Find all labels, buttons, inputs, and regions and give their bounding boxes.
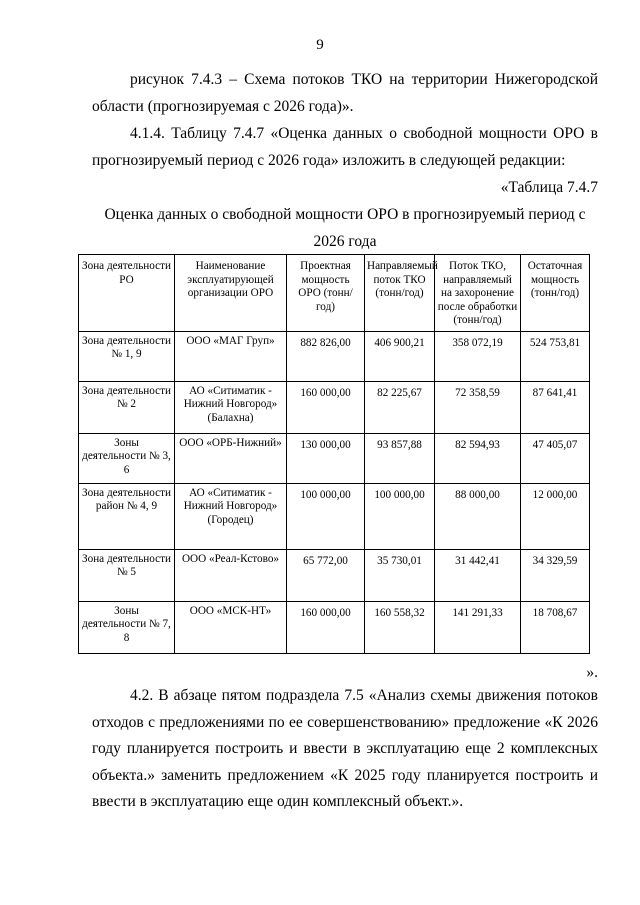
cell-landfill-flow: 88 000,00	[435, 483, 521, 549]
page-number: 9	[316, 37, 324, 53]
cell-design-capacity: 130 000,00	[287, 433, 365, 483]
cell-landfill-flow: 72 358,59	[435, 381, 521, 433]
cell-design-capacity: 160 000,00	[287, 381, 365, 433]
table-row	[79, 433, 590, 483]
header-design-capacity: Проектная мощность ОРО (тонн/год)	[287, 255, 365, 332]
paragraph-section-amendment: 4.2. В абзаце пятом подраздела 7.5 «Анализ схемы движения потоков отходов с предложениями по ее совершенствованию» предложение «К 2026 году планируется построить и ввести в эксплуатацию еще 2 комплексных объекта.» заменить предложением «К 2025 году планируется построить и ввести в эксплуатацию еще один комплексный объект.».	[92, 687, 598, 810]
paragraph-figure-caption-end: рисунок 7.4.3 – Схема потоков ТКО на территории Нижегородской области (прогнозируемая с 2026 года)».	[92, 71, 598, 115]
table-title: Оценка данных о свободной мощности ОРО в прогнозируемый период с 2026 года	[104, 206, 586, 250]
cell-zone: Зоны деятельности № 3, 6	[79, 433, 175, 483]
cell-residual-capacity: 47 405,07	[521, 433, 590, 483]
table-row	[79, 601, 590, 653]
cell-directed-flow: 100 000,00	[365, 483, 435, 549]
cell-design-capacity: 100 000,00	[287, 483, 365, 549]
cell-residual-capacity: 18 708,67	[521, 601, 590, 653]
cell-design-capacity: 65 772,00	[287, 549, 365, 601]
table-row	[79, 549, 590, 601]
header-directed-flow: Направляемый поток ТКО (тонн/год)	[365, 255, 435, 332]
cell-landfill-flow: 141 291,33	[435, 601, 521, 653]
table-header-row	[79, 255, 590, 332]
cell-organization: ООО «МСК-НТ»	[175, 601, 287, 653]
cell-directed-flow: 35 730,01	[365, 549, 435, 601]
cell-landfill-flow: 358 072,19	[435, 331, 521, 381]
cell-design-capacity: 160 000,00	[287, 601, 365, 653]
cell-organization: АО «Ситиматик - Нижний Новгород» (Балахна)	[175, 381, 287, 433]
cell-directed-flow: 93 857,88	[365, 433, 435, 483]
cell-organization: ООО «МАГ Груп»	[175, 331, 287, 381]
header-residual-capacity: Остаточная мощность (тонн/год)	[521, 255, 590, 332]
paragraph-table-amendment: 4.1.4. Таблицу 7.4.7 «Оценка данных о свободной мощности ОРО в прогнозируемый период с 2026 года» изложить в следующей редакции:	[92, 125, 598, 169]
table-row	[79, 331, 590, 381]
header-zone: Зона деятельности РО	[79, 255, 175, 332]
table-row	[79, 483, 590, 549]
cell-zone: Зона деятельности № 5	[79, 549, 175, 601]
cell-design-capacity: 882 826,00	[287, 331, 365, 381]
table-row	[79, 381, 590, 433]
header-organization: Наименование эксплуатирующей организации ОРО	[175, 255, 287, 332]
cell-organization: ООО «Реал-Кстово»	[175, 549, 287, 601]
cell-directed-flow: 406 900,21	[365, 331, 435, 381]
cell-landfill-flow: 82 594,93	[435, 433, 521, 483]
cell-zone: Зона деятельности № 1, 9	[79, 331, 175, 381]
cell-zone: Зона деятельности № 2	[79, 381, 175, 433]
cell-zone: Зоны деятельности № 7, 8	[79, 601, 175, 653]
cell-landfill-flow: 31 442,41	[435, 549, 521, 601]
cell-directed-flow: 82 225,67	[365, 381, 435, 433]
cell-residual-capacity: 12 000,00	[521, 483, 590, 549]
cell-organization: ООО «ОРБ-Нижний»	[175, 433, 287, 483]
cell-residual-capacity: 524 753,81	[521, 331, 590, 381]
cell-organization: АО «Ситиматик - Нижний Новгород» (Городец)	[175, 483, 287, 549]
closing-quote-mark: ».	[586, 664, 598, 681]
cell-zone: Зона деятельности район № 4, 9	[79, 483, 175, 549]
cell-residual-capacity: 34 329,59	[521, 549, 590, 601]
table-label: «Таблица 7.4.7	[500, 179, 598, 196]
cell-residual-capacity: 87 641,41	[521, 381, 590, 433]
capacity-table	[78, 254, 590, 654]
header-landfill-flow: Поток ТКО, направляемый на захоронение после обработки (тонн/год)	[435, 255, 521, 332]
cell-directed-flow: 160 558,32	[365, 601, 435, 653]
